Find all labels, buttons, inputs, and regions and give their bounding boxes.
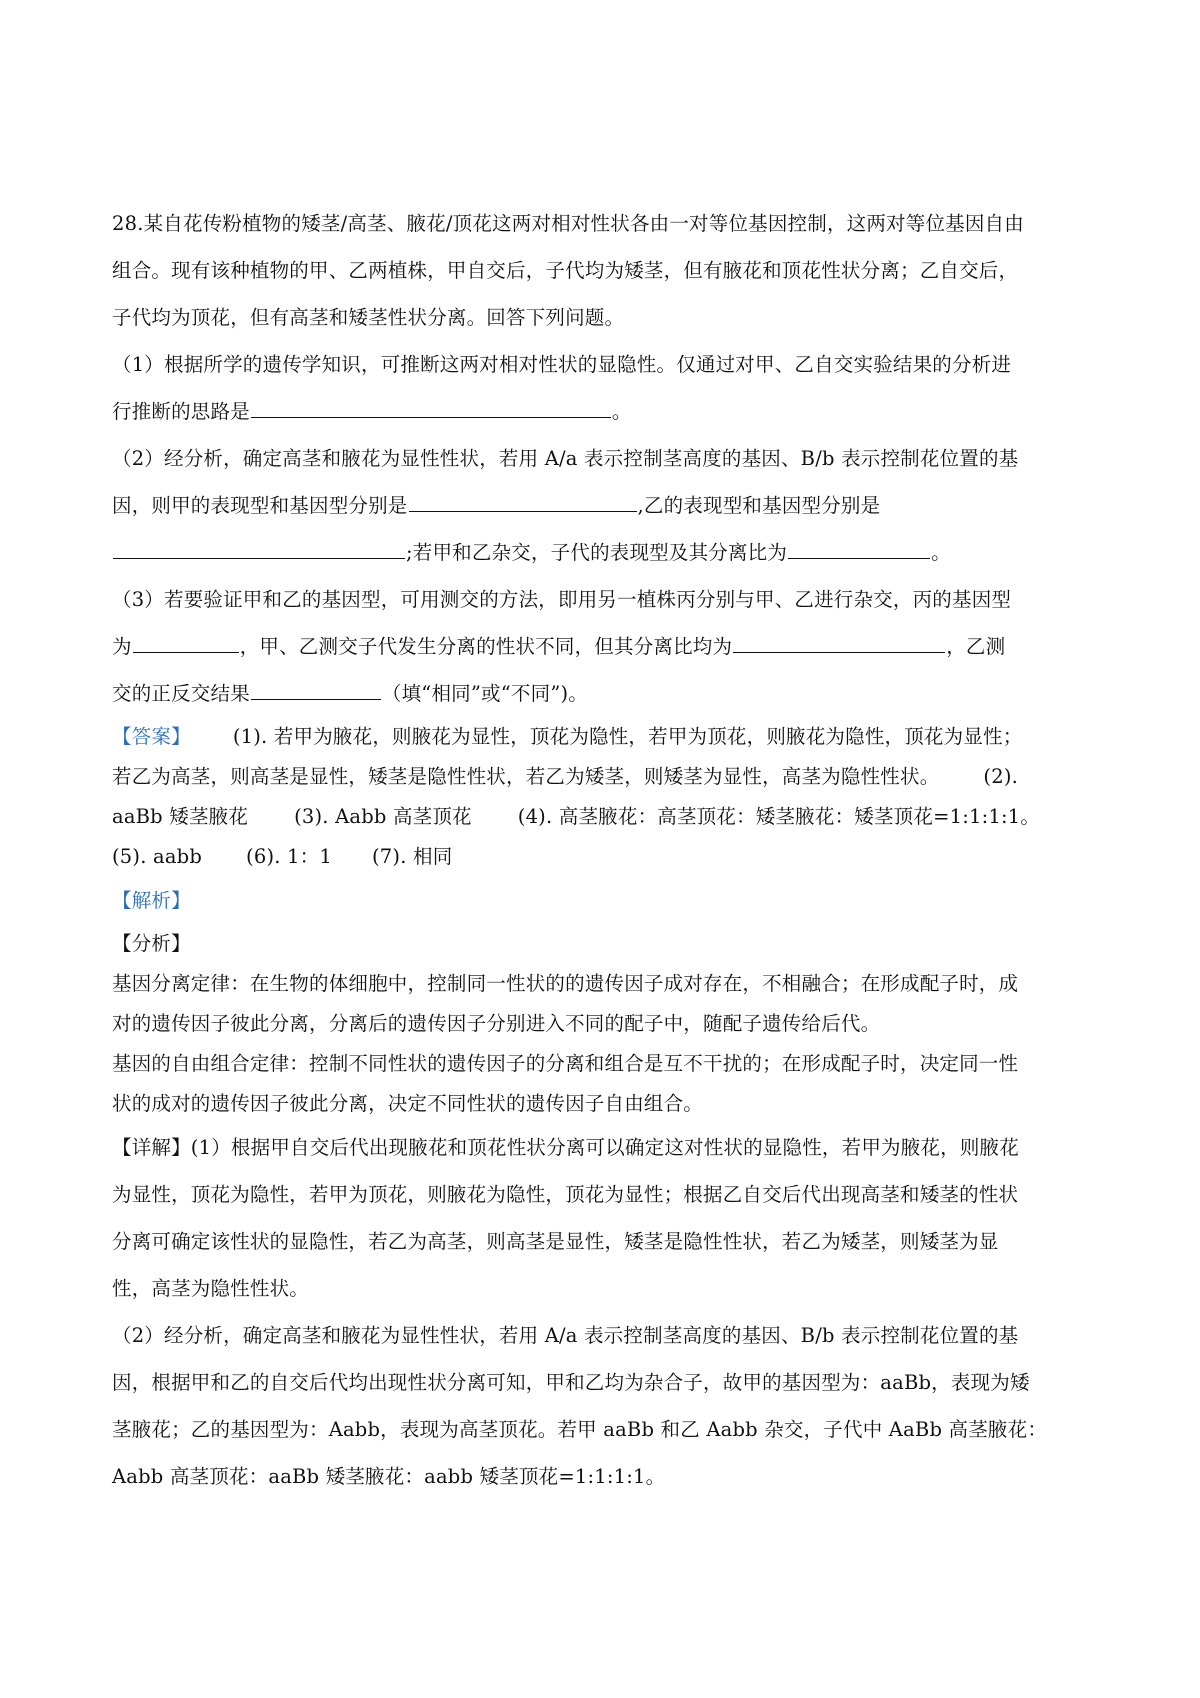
question-line-1: 28.某自花传粉植物的矮茎/高茎、腋花/顶花这两对相对性状各由一对等位基因控制，这两对等位基因自由 (112, 212, 1024, 235)
part3-text-4: 交的正反交结果 (112, 682, 250, 705)
part3-line-3 (112, 670, 1102, 717)
part2-line-1: （2）经分析，确定高茎和腋花为显性性状，若用 A/a 表示控制茎高度的基因、B/b 表示控制花位置的基 (112, 447, 1019, 470)
part1-line-2 (112, 388, 1102, 435)
part3-text-5: （填“相同”或“不同”)。 (381, 682, 588, 705)
answer-1: (1). 若甲为腋花，则腋花为显性，顶花为隐性，若甲为顶花，则腋花为隐性，顶花为显性； (232, 725, 1023, 748)
answer-blank-5[interactable] (133, 632, 239, 653)
detail-line-5: （2）经分析，确定高茎和腋花为显性性状，若用 A/a 表示控制茎高度的基因、B/b 表示控制花位置的基 (112, 1324, 1019, 1347)
part1-line-1: （1）根据所学的遗传学知识，可推断这两对相对性状的显隐性。仅通过对甲、乙自交实验结果的分析进 (112, 353, 1012, 376)
detail-line-1: 【详解】(1）根据甲自交后代出现腋花和顶花性状分离可以确定这对性状的显隐性，若甲为腋花，则腋花 (112, 1136, 1019, 1159)
part3-text: 为 (112, 635, 132, 658)
answer-blank-4[interactable] (788, 538, 930, 559)
analysis-line-3: 基因的自由组合定律：控制不同性状的遗传因子的分离和组合是互不干扰的；在形成配子时，决定同一性 (112, 1052, 1019, 1075)
part2-text-2: ,乙的表现型和基因型分别是 (637, 494, 881, 517)
answer-3-2: (3). Aabb 高茎顶花 (294, 805, 472, 828)
question-line-2: 组合。现有该种植物的甲、乙两植株，甲自交后，子代均为矮茎，但有腋花和顶花性状分离；乙自交后， (112, 259, 1019, 282)
part3-line-2 (112, 623, 1102, 670)
answer-4-3: (7). 相同 (371, 845, 453, 868)
answer-line-1 (112, 717, 1102, 757)
answer-3-3: (4). 高茎腋花：高茎顶花：矮茎腋花：矮茎顶花=1:1:1:1。 (517, 805, 1041, 828)
detail-line-8: Aabb 高茎顶花：aaBb 矮茎腋花：aabb 矮茎顶花=1:1:1:1。 (112, 1465, 666, 1488)
analysis-tag: 【解析】 (112, 889, 191, 912)
detail-line-3: 分离可确定该性状的显隐性，若乙为高茎，则高茎是显性，矮茎是隐性性状，若乙为矮茎，则矮茎为显 (112, 1230, 999, 1253)
part3-text-2: ，甲、乙测交子代发生分离的性状不同，但其分离比均为 (239, 635, 733, 658)
part2-line-3 (112, 529, 1102, 576)
answer-line-4 (112, 837, 1102, 877)
period: 。 (931, 541, 951, 564)
analysis-line-1: 基因分离定律：在生物的体细胞中，控制同一性状的的遗传因子成对存在，不相融合；在形成配子时，成 (112, 972, 1019, 995)
analysis-line-2: 对的遗传因子彼此分离，分离后的遗传因子分别进入不同的配子中，随配子遗传给后代。 (112, 1012, 881, 1035)
detail-line-2: 为显性，顶花为隐性，若甲为顶花，则腋花为隐性，顶花为显性；根据乙自交后代出现高茎和矮茎的性状 (112, 1183, 1019, 1206)
document-page (112, 200, 1102, 1500)
answer-blank-3[interactable] (113, 538, 405, 559)
answer-blank-6[interactable] (733, 632, 945, 653)
part2-line-2 (112, 482, 1102, 529)
detail-line-6: 因，根据甲和乙的自交后代均出现性状分离可知，甲和乙均为杂合子，故甲的基因型为：aaBb，表现为矮 (112, 1371, 1030, 1394)
answer-tag: 【答案】 (112, 725, 191, 748)
part3-line-1: （3）若要验证甲和乙的基因型，可用测交的方法，即用另一植株丙分别与甲、乙进行杂交，丙的基因型 (112, 588, 1012, 611)
answer-2: 若乙为高茎，则高茎是显性，矮茎是隐性性状，若乙为矮茎，则矮茎为显性，高茎为隐性性状。 (112, 765, 940, 788)
part2-text: 因，则甲的表现型和基因型分别是 (112, 494, 408, 517)
answer-line-3 (112, 797, 1102, 837)
part3-text-3: ，乙测 (946, 635, 1006, 658)
analysis-sub-tag: 【分析】 (112, 932, 191, 955)
answer-4-1: (5). aabb (112, 845, 203, 868)
answer-2-num: (2). (983, 765, 1019, 788)
answer-line-2 (112, 757, 1102, 797)
answer-blank-2[interactable] (409, 491, 637, 512)
part1-text: 行推断的思路是 (112, 400, 250, 423)
part2-text-3: ;若甲和乙杂交，子代的表现型及其分离比为 (406, 541, 788, 564)
answer-blank-7[interactable] (251, 679, 381, 700)
detail-line-4: 性，高茎为隐性性状。 (112, 1277, 310, 1300)
period: 。 (611, 400, 632, 423)
detail-line-7: 茎腋花；乙的基因型为：Aabb，表现为高茎顶花。若甲 aaBb 和乙 Aabb 杂交，子代中 AaBb 高茎腋花： (112, 1418, 1048, 1441)
analysis-line-4: 状的成对的遗传因子彼此分离，决定不同性状的遗传因子自由组合。 (112, 1092, 704, 1115)
question-line-3: 子代均为顶花，但有高茎和矮茎性状分离。回答下列问题。 (112, 306, 625, 329)
answer-3-1: aaBb 矮茎腋花 (112, 805, 249, 828)
answer-4-2: (6). 1：1 (246, 845, 332, 868)
answer-blank-1[interactable] (251, 397, 611, 418)
